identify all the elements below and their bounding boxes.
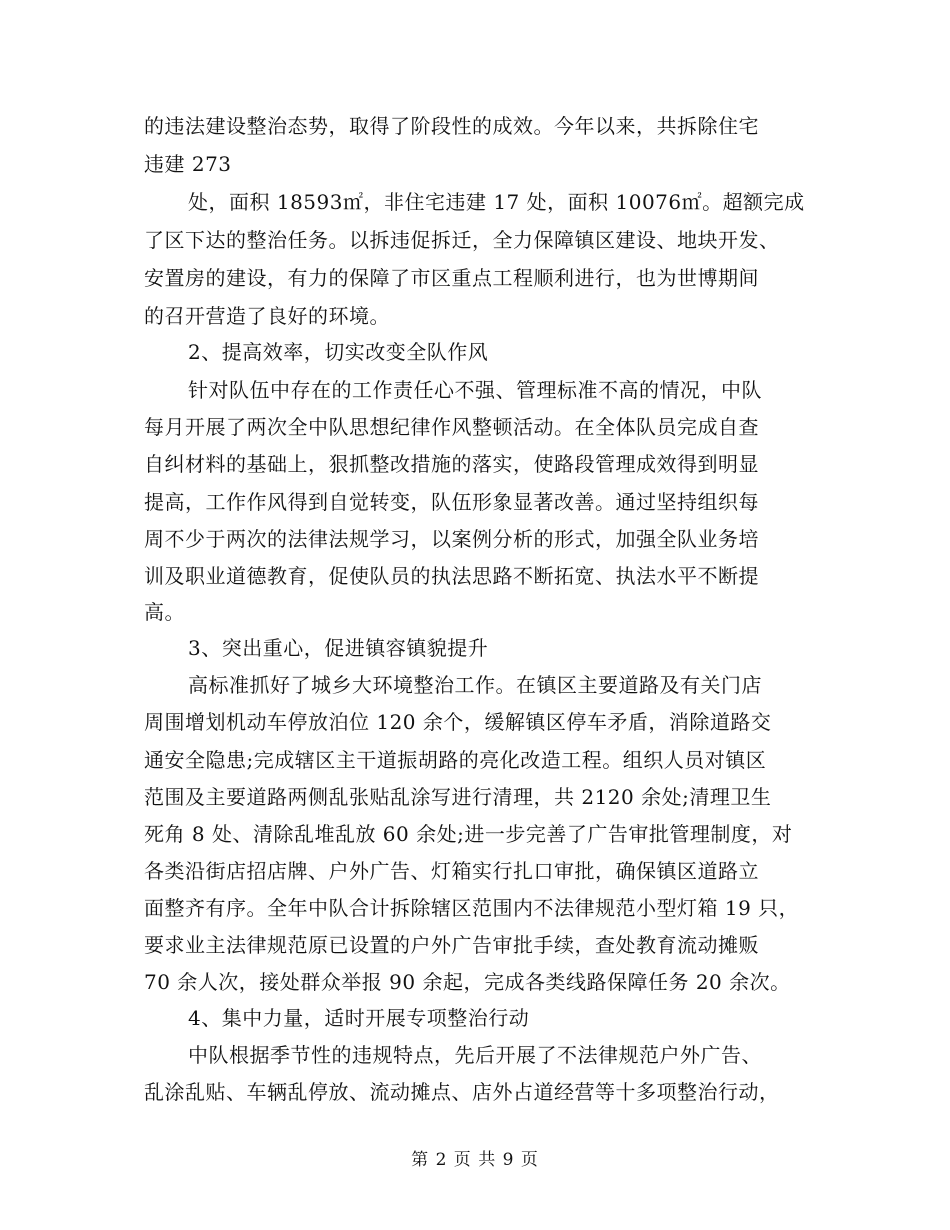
text-line: 范围及主要道路两侧乱张贴乱涂写进行清理，共 2120 余处;清理卫生 [144,785,772,809]
text-line: 周围增划机动车停放泊位 120 余个，缓解镇区停车矛盾，消除道路交 [144,710,772,734]
text-line: 周不少于两次的法律法规学习，以案例分析的形式，加强全队业务培 [144,527,759,551]
text-line: 乱涂乱贴、车辆乱停放、流动摊点、店外占道经营等十多项整治行动， [144,1080,780,1104]
section-heading: 2、提高效率，切实改变全队作风 [188,340,489,364]
text-line: 的违法建设整治态势，取得了阶段性的成效。今年以来，共拆除住宅 [144,114,759,138]
text-line: 的召开营造了良好的环境。 [144,304,390,328]
text-line: 安置房的建设，有力的保障了市区重点工程顺利进行，也为世博期间 [144,266,759,290]
text-line: 要求业主法律规范原已设置的户外广告审批手续，查处教育流动摊贩 [144,933,759,957]
text-line: 每月开展了两次全中队思想纪律作风整顿活动。在全体队员完成自查 [144,415,759,439]
text-line: 自纠材料的基础上，狠抓整改措施的落实，使路段管理成效得到明显 [144,452,759,476]
section-heading: 4、集中力量，适时开展专项整治行动 [188,1006,530,1030]
text-line: 高。 [144,600,185,624]
text-line: 各类沿街店招店牌、户外广告、灯箱实行扎口审批，确保镇区道路立 [144,859,759,883]
text-line: 死角 8 处、清除乱堆乱放 60 余处;进一步完善了广告审批管理制度，对 [144,822,793,846]
text-line: 提高，工作作风得到自觉转变，队伍形象显著改善。通过坚持组织每 [144,490,759,514]
text-line: 违建 273 [144,152,232,176]
text-line: 中队根据季节性的违规特点，先后开展了不法律规范户外广告、 [188,1043,762,1067]
text-line: 高标准抓好了城乡大环境整治工作。在镇区主要道路及有关门店 [188,673,762,697]
text-line: 针对队伍中存在的工作责任心不强、管理标准不高的情况，中队 [188,378,762,402]
text-line: 了区下达的整治任务。以拆违促拆迁，全力保障镇区建设、地块开发、 [144,228,780,252]
page-number-footer: 第 2 页 共 9 页 [411,1150,539,1170]
text-line: 通安全隐患;完成辖区主干道振胡路的亮化改造工程。组织人员对镇区 [144,748,767,772]
text-line: 训及职业道德教育，促使队员的执法思路不断拓宽、执法水平不断提 [144,564,759,588]
text-line: 面整齐有序。全年中队合计拆除辖区范围内不法律规范小型灯箱 19 只， [144,896,800,920]
text-line: 70 余人次，接处群众举报 90 余起，完成各类线路保障任务 20 余次。 [144,970,791,994]
section-heading: 3、突出重心，促进镇容镇貌提升 [188,636,489,660]
text-line: 处，面积 18593㎡，非住宅违建 17 处，面积 10076㎡。超额完成 [188,190,805,214]
